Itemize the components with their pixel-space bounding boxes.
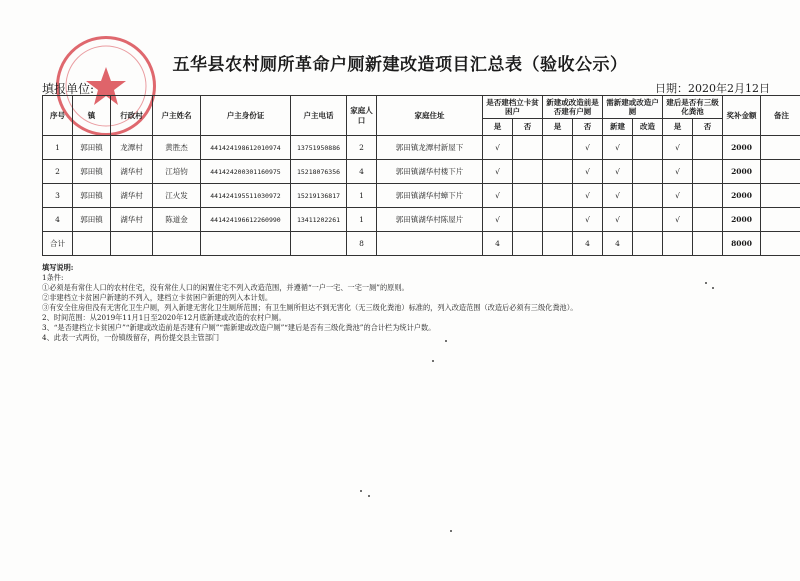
header-seq: 序号 — [43, 96, 73, 136]
cell-need-no: √ — [573, 136, 603, 160]
cell-address: 郭田镇龙潭村新屋下 — [377, 136, 483, 160]
cell-owner: 陈道金 — [153, 208, 201, 232]
cell-town: 郭田镇 — [73, 136, 111, 160]
cell-need-yes — [543, 208, 573, 232]
cell-septic-yes: √ — [663, 136, 693, 160]
total-label: 合计 — [43, 232, 73, 256]
cell-amount: 2000 — [723, 184, 761, 208]
subheader-septic-yes: 是 — [663, 119, 693, 136]
table-row — [43, 160, 800, 184]
cell-owner: 黄胜杰 — [153, 136, 201, 160]
cell-reform — [633, 136, 663, 160]
cell-remark — [761, 184, 800, 208]
note-line: 4、此表一式两份，一份镇级留存，两份提交县主管部门 — [42, 333, 220, 342]
header-poor: 是否建档立卡贫困户 — [483, 96, 543, 119]
header-town: 镇 — [73, 96, 111, 136]
cell-septic-yes: √ — [663, 208, 693, 232]
note-line: 2、时间范围：从2019年11月1日至2020年12月底新建或改造的农村户厕。 — [42, 313, 286, 322]
cell-poor-no — [513, 208, 543, 232]
cell-new: √ — [603, 184, 633, 208]
cell-poor-no — [513, 160, 543, 184]
cell-poor-yes: √ — [483, 208, 513, 232]
total-new: 4 — [603, 232, 633, 256]
cell-new: √ — [603, 160, 633, 184]
cell-address: 郭田镇湖华村蟑下片 — [377, 184, 483, 208]
cell-members: 4 — [347, 160, 377, 184]
total-members: 8 — [347, 232, 377, 256]
summary-table — [42, 95, 800, 256]
header-id: 户主身份证 — [201, 96, 291, 136]
cell-owner: 江培钧 — [153, 160, 201, 184]
total-amount: 8000 — [723, 232, 761, 256]
cell-members: 1 — [347, 208, 377, 232]
date-label: 日期：2020年2月12日 — [655, 82, 770, 95]
subheader-reform: 改造 — [633, 119, 663, 136]
cell-town: 郭田镇 — [73, 184, 111, 208]
cell-poor-no — [513, 136, 543, 160]
table-row — [43, 136, 800, 160]
note-line: ②非建档立卡贫困户新建的不列入，建档立卡贫困户新建的列入本计划。 — [42, 293, 273, 302]
cell-village: 湖华村 — [111, 160, 153, 184]
subheader-poor-no: 否 — [513, 119, 543, 136]
cell-remark — [761, 208, 800, 232]
cell-id: 441424198612010974 — [201, 136, 291, 160]
subheader-new: 新建 — [603, 119, 633, 136]
note-line: 3、“是否建档立卡贫困户”“新建或改造前是否建有户厕”“需新建或改造户厕”“建后是否有三级化粪池”的合计栏为统计户数。 — [42, 323, 436, 332]
cell-septic-no — [693, 136, 723, 160]
cell-new: √ — [603, 136, 633, 160]
cell-village: 湖华村 — [111, 208, 153, 232]
cell-poor-no — [513, 184, 543, 208]
note-line: 1条件: — [42, 273, 64, 282]
cell-address: 郭田镇湖华村陈屋片 — [377, 208, 483, 232]
subheader-need-yes: 是 — [543, 119, 573, 136]
fill-unit-label: 填报单位: — [42, 82, 95, 96]
note-line: ③有安全住房但没有无害化卫生户厕，列入新建无害化卫生厕所范围；有卫生厕所但达不到无害化（无三级化粪池）标准的，列入改造范围（改造后必须有三级化粪池）。 — [42, 303, 578, 312]
subheader-need-no: 否 — [573, 119, 603, 136]
cell-need-no: √ — [573, 184, 603, 208]
cell-seq: 4 — [43, 208, 73, 232]
cell-id: 441424195511030972 — [201, 184, 291, 208]
cell-amount: 2000 — [723, 160, 761, 184]
total-row — [43, 232, 800, 256]
cell-town: 郭田镇 — [73, 160, 111, 184]
cell-poor-yes: √ — [483, 136, 513, 160]
header-amount: 奖补金额 — [723, 96, 761, 136]
table-row — [43, 184, 800, 208]
table-row — [43, 208, 800, 232]
cell-need-no: √ — [573, 208, 603, 232]
note-line: ①必须是有常住人口的农村住宅，没有常住人口的闲置住宅不列入改造范围，并遵循“一户一宅、一宅一厕”的原则。 — [42, 283, 409, 292]
cell-new: √ — [603, 208, 633, 232]
cell-septic-no — [693, 208, 723, 232]
header-village: 行政村 — [111, 96, 153, 136]
cell-seq: 2 — [43, 160, 73, 184]
fill-instructions — [42, 263, 782, 343]
page-title: 五华县农村厕所革命户厕新建改造项目汇总表（验收公示） — [172, 55, 628, 75]
total-poor-yes: 4 — [483, 232, 513, 256]
header-row — [43, 96, 800, 119]
cell-address: 郭田镇湖华村楼下片 — [377, 160, 483, 184]
cell-need-no: √ — [573, 160, 603, 184]
cell-amount: 2000 — [723, 208, 761, 232]
cell-need-yes — [543, 160, 573, 184]
subheader-septic-no: 否 — [693, 119, 723, 136]
header-owner: 户主姓名 — [153, 96, 201, 136]
header-newbuild: 需新建或改造户厕 — [603, 96, 663, 119]
total-need-no: 4 — [573, 232, 603, 256]
header-septic: 建后是否有三级化粪池 — [663, 96, 723, 119]
cell-phone: 13751950886 — [291, 136, 347, 160]
subheader-poor-yes: 是 — [483, 119, 513, 136]
cell-poor-yes: √ — [483, 160, 513, 184]
cell-members: 1 — [347, 184, 377, 208]
cell-septic-no — [693, 160, 723, 184]
cell-need-yes — [543, 184, 573, 208]
cell-owner: 江火发 — [153, 184, 201, 208]
cell-reform — [633, 160, 663, 184]
note-line: 填写说明: — [42, 263, 74, 272]
cell-id: 441424196612260990 — [201, 208, 291, 232]
cell-poor-yes: √ — [483, 184, 513, 208]
cell-town: 郭田镇 — [73, 208, 111, 232]
header-need: 新建或改造前是否建有户厕 — [543, 96, 603, 119]
cell-remark — [761, 136, 800, 160]
header-remark: 备注 — [761, 96, 800, 136]
cell-village: 龙潭村 — [111, 136, 153, 160]
cell-reform — [633, 208, 663, 232]
cell-phone: 15219136817 — [291, 184, 347, 208]
cell-septic-yes: √ — [663, 160, 693, 184]
cell-septic-yes: √ — [663, 184, 693, 208]
cell-village: 湖华村 — [111, 184, 153, 208]
header-members: 家庭人口 — [347, 96, 377, 136]
cell-phone: 15218076356 — [291, 160, 347, 184]
cell-seq: 1 — [43, 136, 73, 160]
header-address: 家庭住址 — [377, 96, 483, 136]
cell-amount: 2000 — [723, 136, 761, 160]
cell-members: 2 — [347, 136, 377, 160]
cell-need-yes — [543, 136, 573, 160]
cell-remark — [761, 160, 800, 184]
header-phone: 户主电话 — [291, 96, 347, 136]
cell-phone: 13411202261 — [291, 208, 347, 232]
cell-id: 441424200301160975 — [201, 160, 291, 184]
cell-seq: 3 — [43, 184, 73, 208]
cell-septic-no — [693, 184, 723, 208]
cell-reform — [633, 184, 663, 208]
